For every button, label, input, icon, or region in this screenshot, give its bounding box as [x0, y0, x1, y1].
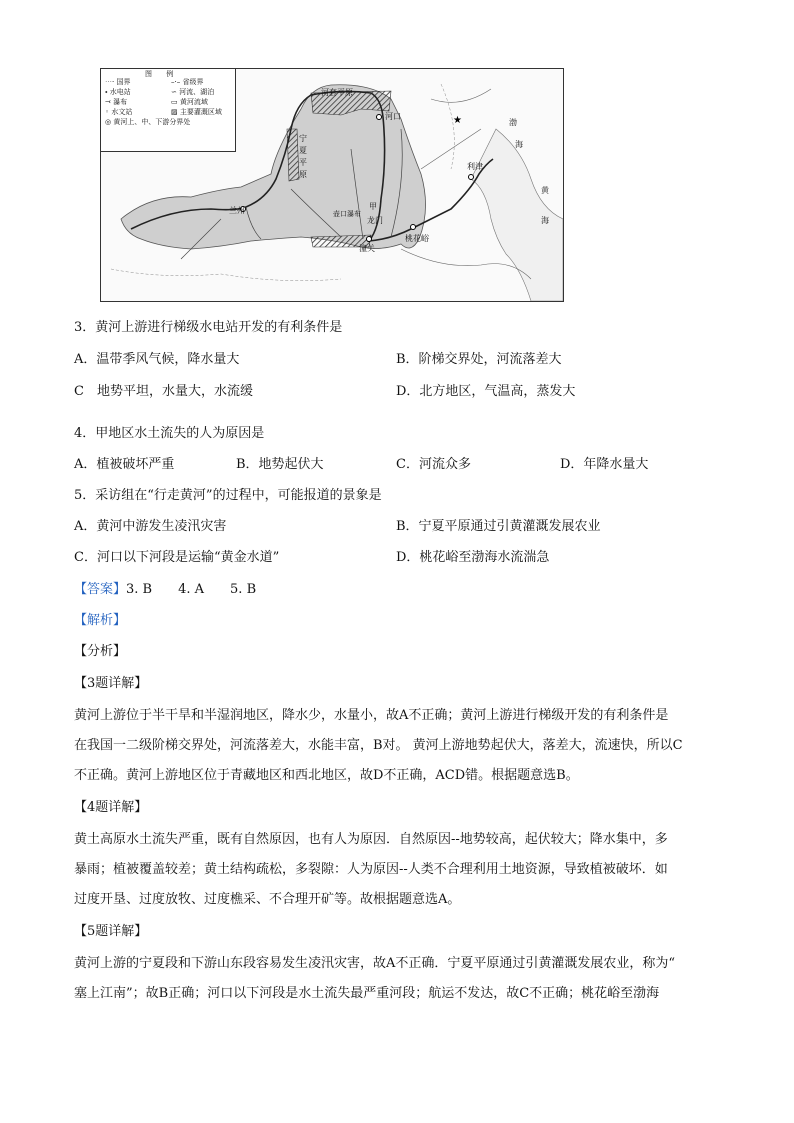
- label-tongguan: 潼关: [359, 244, 375, 253]
- detail3-line: 不正确。黄河上游地区位于青藏地区和西北地区，故D不正确，ACD错。根据题意选B。: [74, 768, 579, 783]
- q4-option-d: D．年降水量大: [560, 457, 649, 472]
- yellow-river-map: [100, 68, 564, 302]
- detail5-heading: 【5题详解】: [74, 924, 148, 939]
- map-legend: [101, 69, 236, 152]
- label-ningxia-3: 平: [299, 158, 307, 167]
- detail3-line: 黄河上游位于半干旱和半湿润地区，降水少，水量小，故A不正确；黄河上游进行梯级开发的有利条件是: [74, 708, 669, 723]
- q5-option-c: C．河口以下河段是运输“黄金水道”: [74, 550, 280, 565]
- label-huang: 黄: [541, 186, 549, 195]
- fenxi-heading: 【分析】: [74, 644, 127, 659]
- label-longmen: 龙门: [367, 216, 383, 225]
- detail4-line: 过度开垦、过度放牧、过度樵采、不合理开矿等。故根据题意选A。: [74, 892, 461, 907]
- q3-stem: 3．黄河上游进行梯级水电站开发的有利条件是: [74, 320, 343, 335]
- answer-line: [74, 578, 256, 597]
- jiexi-heading: 【解析】: [74, 613, 127, 628]
- q5-stem: 5．采访组在“行走黄河”的过程中，可能报道的景象是: [74, 488, 382, 503]
- label-hai: 海: [541, 216, 549, 225]
- answer-text: 3. B 4. A 5. B: [126, 582, 257, 597]
- q5-option-a: A．黄河中游发生凌汛灾害: [74, 519, 227, 534]
- q3-option-c: C 地势平坦，水量大，水流缓: [74, 384, 253, 399]
- q5-option-d: D．桃花峪至渤海水流湍急: [396, 550, 550, 565]
- legend-item: ⋯· 国界: [105, 78, 131, 86]
- q4-option-c: C．河流众多: [396, 457, 471, 472]
- legend-item: ∽ 河流、湖泊: [171, 88, 215, 96]
- legend-item: ◎ 黄河上、中、下游分界处: [105, 118, 191, 126]
- label-taohuayu: 桃花峪: [405, 234, 429, 243]
- detail3-heading: 【3题详解】: [74, 676, 148, 691]
- legend-item: ⬩ 水电站: [105, 88, 131, 96]
- detail4-line: 暴雨；植被覆盖较差；黄土结构疏松，多裂隙：人为原因--人类不合理利用土地资源，导致植被破坏．如: [74, 862, 668, 877]
- q4-stem: 4．甲地区水土流失的人为原因是: [74, 426, 265, 441]
- q5-option-b: B．宁夏平原通过引黄灌溉发展农业: [396, 519, 601, 534]
- legend-item: ⤙ 瀑布: [105, 98, 128, 106]
- legend-item: ▨ 主要灌溉区域: [171, 108, 222, 116]
- legend-item: ▭ 黄河流域: [171, 98, 208, 106]
- q4-option-a: A．植被破坏严重: [74, 457, 175, 472]
- label-ningxia-4: 原: [299, 170, 307, 179]
- detail5-line: 黄河上游的宁夏段和下游山东段容易发生凌汛灾害，故A不正确．宁夏平原通过引黄灌溉发展农业，称为“: [74, 956, 676, 971]
- detail3-line: 在我国一二级阶梯交界处，河流落差大，水能丰富，B对。 黄河上游地势起伏大，落差大，流速快，所以C: [74, 738, 683, 753]
- q3-option-b: B．阶梯交界处，河流落差大: [396, 352, 562, 367]
- label-lijin: 利津: [467, 162, 483, 171]
- detail5-line: 塞上江南”；故B正确；河口以下河段是水土流失最严重河段；航运不发达，故C不正确；桃花峪至渤海: [74, 986, 660, 1001]
- label-bohai-2: 海: [515, 140, 523, 149]
- label-hukou: 壶口瀑布: [333, 210, 361, 218]
- q3-option-a: A．温带季风气候，降水量大: [74, 352, 240, 367]
- q4-option-b: B．地势起伏大: [236, 457, 324, 472]
- label-ningxia-2: 夏: [299, 146, 307, 155]
- label-hetao: 河套平原: [321, 88, 353, 97]
- svg-text:★: ★: [453, 115, 462, 126]
- label-ningxia-1: 宁: [299, 134, 307, 143]
- legend-item: –·– 省级界: [171, 78, 204, 86]
- detail4-heading: 【4题详解】: [74, 800, 148, 815]
- label-hekou: 河口: [385, 112, 401, 121]
- answer-tag: 【答案】: [74, 582, 127, 597]
- label-bohai-1: 渤: [509, 118, 517, 127]
- detail4-line: 黄土高原水土流失严重，既有自然原因，也有人为原因．自然原因--地势较高，起伏较大；降水集中，多: [74, 832, 668, 847]
- legend-title: 图 例: [145, 70, 180, 78]
- label-jia: 甲: [369, 202, 377, 211]
- legend-item: ◦ 水文站: [105, 108, 133, 116]
- q3-option-d: D．北方地区，气温高，蒸发大: [396, 384, 576, 399]
- label-lanzhou: 兰州: [229, 206, 245, 215]
